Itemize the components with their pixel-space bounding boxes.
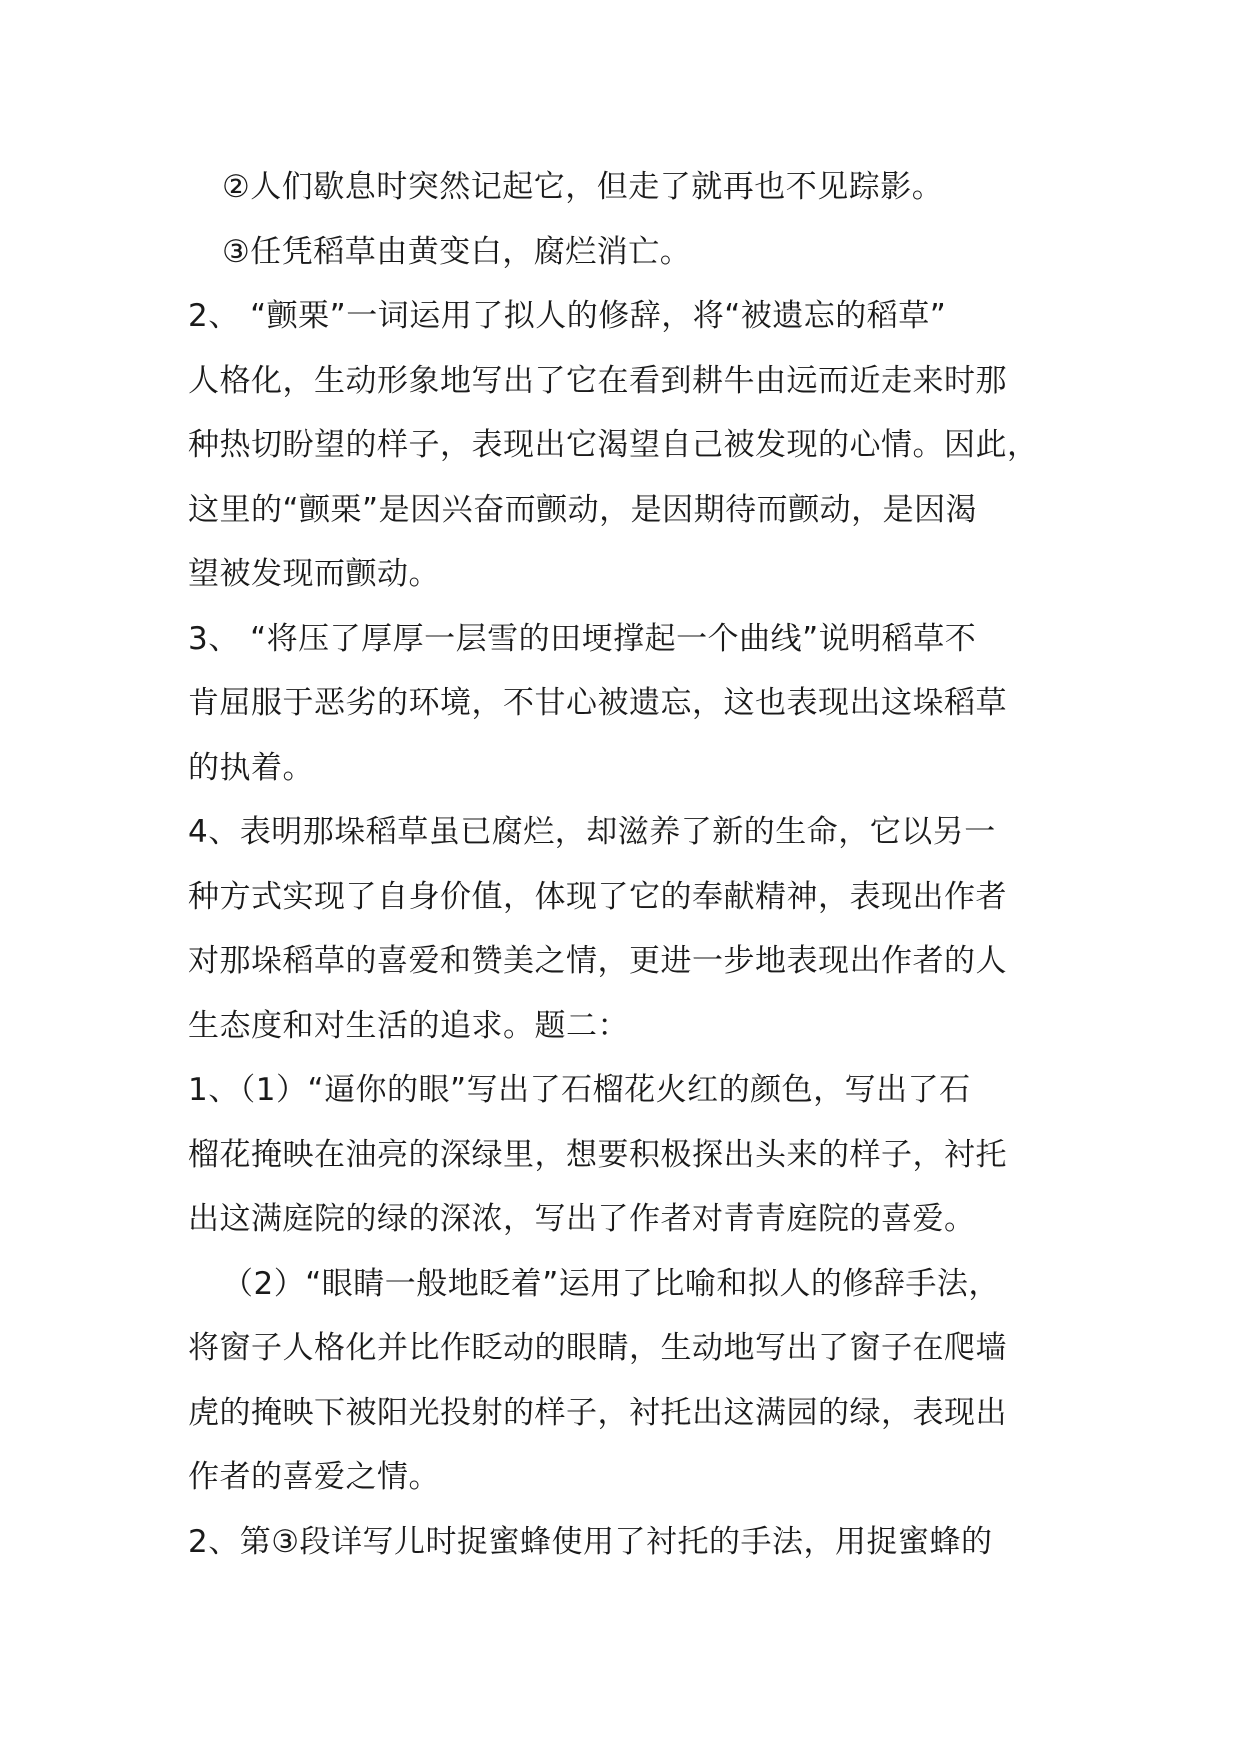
text-line: 望被发现而颤动。	[188, 556, 440, 592]
text-line: ②人们歇息时突然记起它，但走了就再也不见踪影。	[222, 169, 944, 205]
text-line: 人格化，生动形象地写出了它在看到耕牛由远而近走来时那	[188, 362, 1007, 399]
text-line: 种热切盼望的样子，表现出它渴望自己被发现的心情。因此，	[188, 427, 1039, 463]
text-line: 作者的喜爱之情。	[188, 1459, 440, 1495]
text-line: 种方式实现了自身价值，体现了它的奉献精神，表现出作者	[188, 878, 1007, 915]
text-line: 这里的“颤栗”是因兴奋而颤动，是因期待而颤动，是因渴	[188, 491, 978, 528]
text-line: 的执着。	[188, 749, 314, 786]
text-line: 虎的掩映下被阳光投射的样子，衬托出这满园的绿，表现出	[188, 1394, 1007, 1431]
text-line: 出这满庭院的绿的深浓，写出了作者对青青庭院的喜爱。	[188, 1201, 976, 1237]
text-line: 1、（1）“逼你的眼”写出了石榴花火红的颜色，写出了石	[188, 1072, 971, 1108]
text-line: 2、 “颤栗”一词运用了拟人的修辞，将“被遗忘的稻草”	[188, 298, 947, 334]
text-line: 榴花掩映在油亮的深绿里，想要积极探出头来的样子，衬托	[188, 1136, 1007, 1173]
text-line: 对那垛稻草的喜爱和赞美之情，更进一步地表现出作者的人	[188, 943, 1007, 979]
answer-text-block	[188, 155, 1068, 1574]
text-line: 2、第③段详写儿时捉蜜蜂使用了衬托的手法，用捉蜜蜂的	[188, 1523, 993, 1560]
text-line: 肯屈服于恶劣的环境，不甘心被遗忘，这也表现出这垛稻草	[188, 685, 1007, 721]
text-line: 生态度和对生活的追求。题二：	[188, 1007, 629, 1044]
text-line: 3、 “将压了厚厚一层雪的田埂撑起一个曲线”说明稻草不	[188, 620, 977, 657]
text-line: ③任凭稻草由黄变白，腐烂消亡。	[222, 233, 692, 270]
text-line: 4、表明那垛稻草虽已腐烂，却滋养了新的生命，它以另一	[188, 814, 996, 850]
text-line: （2）“眼睛一般地眨着”运用了比喻和拟人的修辞手法，	[222, 1265, 1000, 1302]
text-line: 将窗子人格化并比作眨动的眼睛，生动地写出了窗子在爬墙	[188, 1330, 1007, 1366]
